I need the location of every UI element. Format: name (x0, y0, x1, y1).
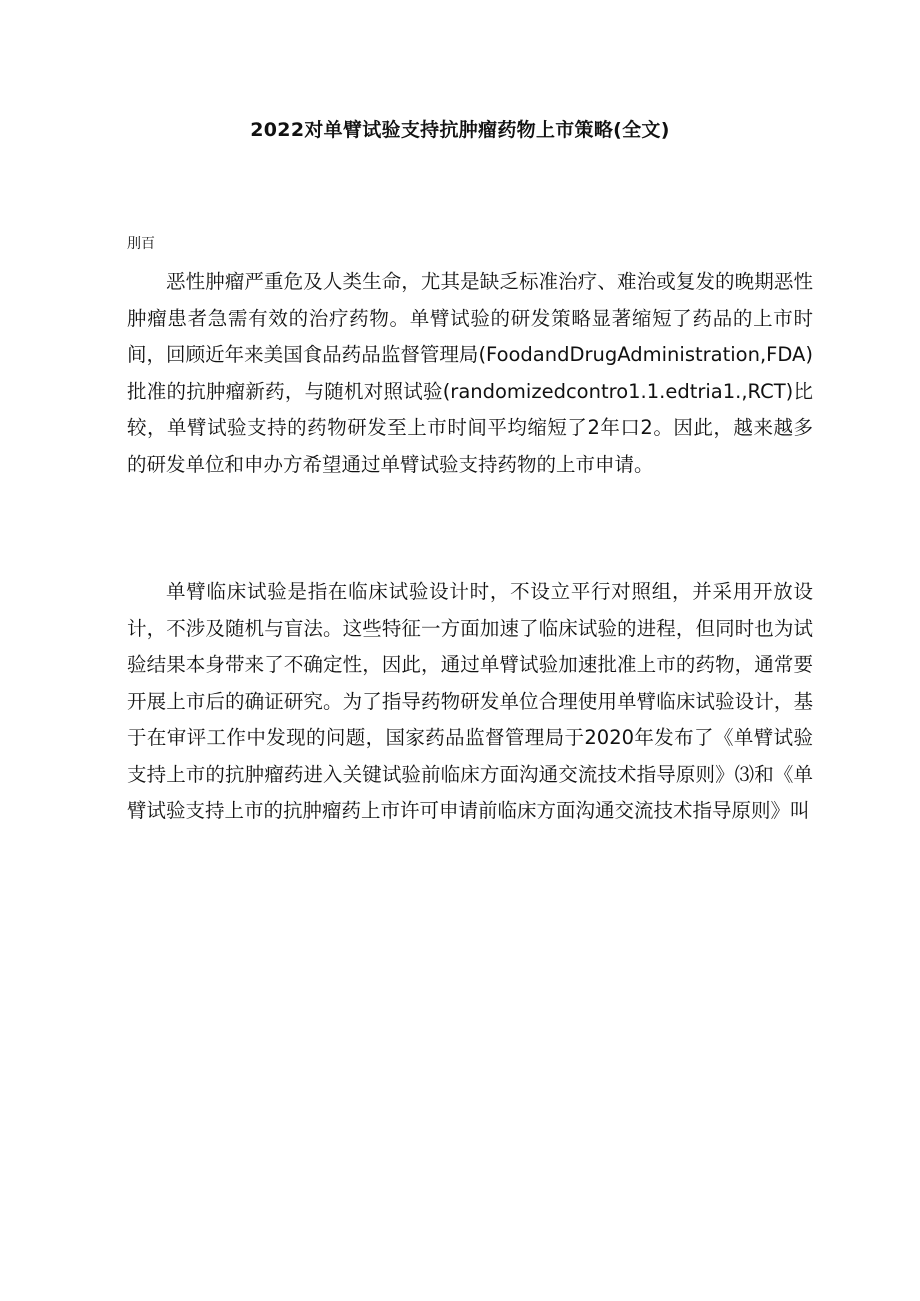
document-title: 2022对单臂试验支持抗肿瘤药物上市策略(全文) (250, 119, 670, 141)
body-paragraph: 恶性肿瘤严重危及人类生命，尤其是缺乏标准治疗、难治或复发的晚期恶性肿瘤患者急需有效的治疗药物。单臂试验的研发策略显著缩短了药品的上市时间，回顾近年来美国食品药品监督管理局(FoodandDrugAdministration,FDA)批准的抗肿瘤新药，与随机对照试验(randomizedcontro1.1.edtria1.,RCT)比较，单臂试验支持的药物研发至上市时间平均缩短了2年口2。因此，越来越多的研发单位和申办方希望通过单臂试验支持药物的上市申请。 (127, 270, 813, 476)
section-heading: 刖百 (127, 236, 155, 252)
body-paragraph: 单臂临床试验是指在临床试验设计时，不设立平行对照组，并采用开放设计，不涉及随机与盲法。这些特征一方面加速了临床试验的进程，但同时也为试验结果本身带来了不确定性，因此，通过单臂试验加速批准上市的药物，通常要开展上市后的确证研究。为了指导药物研发单位合理使用单臂临床试验设计，基于在审评工作中发现的问题，国家药品监督管理局于2020年发布了《单臂试验支持上市的抗肿瘤药进入关键试验前临床方面沟通交流技术指导原则》⑶和《单臂试验支持上市的抗肿瘤药上市许可申请前临床方面沟通交流技术指导原则》叫 (127, 580, 813, 822)
